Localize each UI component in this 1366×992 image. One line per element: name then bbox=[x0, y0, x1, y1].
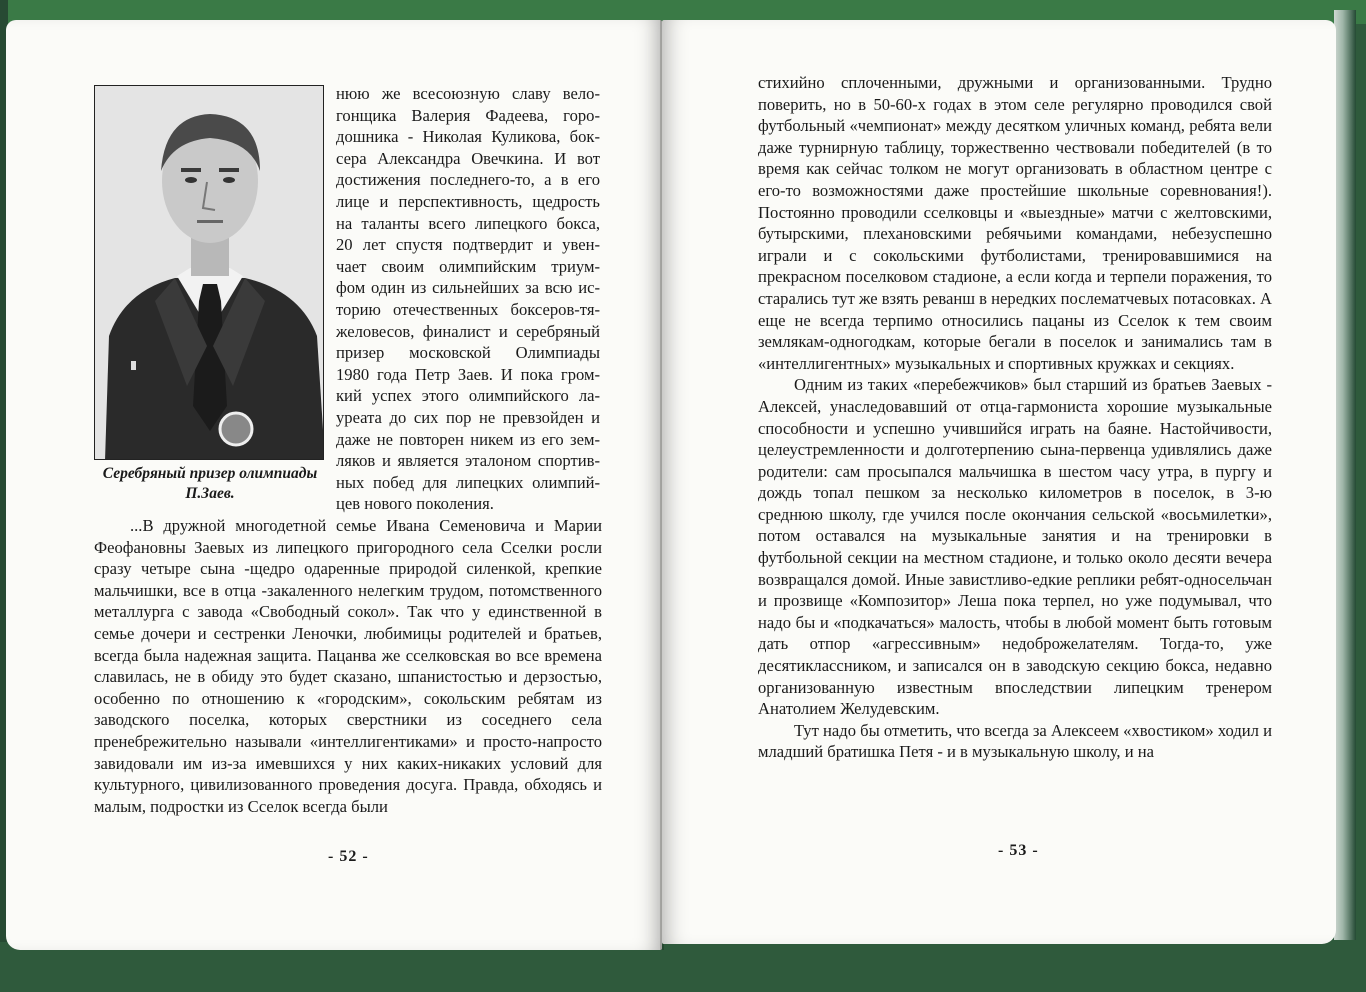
side-column bbox=[336, 83, 600, 515]
caption-line-1: Серебряный призер олимпиады bbox=[102, 465, 318, 482]
side-line: 20 лет спустя подтвердит и увен- bbox=[336, 235, 600, 255]
side-line: дошника - Николая Куликова, бок- bbox=[336, 127, 600, 147]
left-main-text bbox=[94, 515, 602, 817]
book-edge bbox=[1334, 10, 1356, 940]
side-line: чает своим олимпийским триум- bbox=[336, 256, 600, 276]
side-line: нюю же всесоюзную славу вело- bbox=[336, 84, 600, 103]
side-line: призер московской Олимпиады bbox=[336, 343, 600, 363]
side-line: 1980 года Петр Заев. И пока гром- bbox=[336, 364, 600, 384]
side-line: гонщика Валерия Фадеева, горо- bbox=[336, 105, 600, 125]
side-line: уреата до сих пор не превзойден и bbox=[336, 407, 600, 427]
side-line: ных побед для липецких олимпий- bbox=[336, 472, 600, 492]
caption-line-2: П.Заев. bbox=[185, 485, 235, 502]
side-line: лице и перспективность, щедрость bbox=[336, 191, 600, 211]
side-line: ляков и является эталоном спортив- bbox=[336, 451, 600, 471]
paragraph: Одним из таких «перебежчиков» был старший из братьев Заевых - Алексей, унаследовавший от отца-гармониста хорошие музыкальные способности и успешно учившийся играть на баяне. Настойчивости, целеустремленности и долготерпению сына-первенца удивлялись даже родители: сам просыпался мальчишка в шестом часу утра, в пургу и дождь топал пешком за несколько километров в поселок, в 3-ю среднюю школу, где учился после окончания сельской «восьмилетки», потом оставался на музыкальные занятия и на тренировки в футбольной секции на местном стадионе, и только около десяти вечера возвращался домой. Иные завистливо-едкие реплики ребят-односельчан и прозвище «Композитор» Леша пока терпел, но уже подумывал, что надо бы и «подкачаться» малость, чтобы в любой момент быть готовым дать отпор «агрессивным» недоброжелателям. Тогда-то, уже десятиклассником, и записался он в заводскую секцию бокса, недавно организованную известным впоследствии липецким тренером Анатолием Желудевским. bbox=[758, 375, 1272, 719]
side-line: даже не повторен никем из его зем- bbox=[336, 429, 600, 449]
side-line: на таланты всего липецкого бокса, bbox=[336, 213, 600, 233]
side-line: торию отечественных боксеров-тя- bbox=[336, 299, 600, 319]
portrait-photo bbox=[94, 85, 324, 460]
left-page bbox=[6, 20, 662, 950]
right-main-text bbox=[758, 72, 1272, 763]
side-line: желовесов, финалист и серебряный bbox=[336, 321, 600, 341]
page-number: - 53 - bbox=[998, 842, 1039, 859]
right-page bbox=[662, 20, 1336, 944]
side-line: кий успех этого олимпийского ла- bbox=[336, 386, 600, 406]
portrait-illustration bbox=[95, 86, 324, 460]
photo-caption bbox=[90, 464, 330, 504]
paragraph: стихийно сплоченными, дружными и организованными. Трудно поверить, но в 50-60-х годах в этом селе регулярно проводился свой футбольный «чемпионат» между десятком уличных команд, ребята вели даже турнирную таблицу, торжественно чествовали победителей (в то время как сейчас толком не могут организовать в областном центре с его-то возможностями даже простейшие школьные соревнования!). Постоянно проводили сселковцы и «выездные» матчи с желтовскими, бутырскими, плехановскими ребячьими командами, небезуспешно играли и с сокольскими футболистами, тренировавшимися на прекрасном поселковом стадионе, а если когда и терпели поражения, то старались тут же взять реванш в нередких послематчевых потасовках. А еще не всегда терпимо относились пацаны из Сселок к тем своим землякам-одногодкам, которые бегали в поселок и занимались там в «интеллигентных» музыкальных и спортивных кружках и секциях. bbox=[758, 73, 1273, 373]
side-line: сера Александра Овечкина. И вот bbox=[336, 148, 600, 168]
paragraph: ...В дружной многодетной семье Ивана Семеновича и Марии Феофановны Заевых из липецкого пригородного села Сселки росли сразу четыре сына -щедро одаренные природой силенкой, крепкие мальчишки, все в отца -закаленного нелегким трудом, потомственного металлурга с завода «Свободный сокол». Так что у единственной в семье дочери и сестренки Леночки, любимицы родителей и братьев, всегда была надежная защита. Пацанва же сселковская во все времена славилась, не в обиду это будет сказано, шпанистостью и дерзостью, особенно по отношению к «городским», сокольским ребятам из заводского поселка, которых сверстники из соседнего села пренебрежительно называли «интеллигентиками» и просто-напросто завидовали им из-за имевшихся у них каких-никаких условий для культурного, цивилизованного проведения досуга. Правда, обходясь и малым, подростки из Сселок всегда были bbox=[94, 516, 602, 816]
paragraph: Тут надо бы отметить, что всегда за Алексеем «хвостиком» ходил и младший братишка Петя - и в музыкальную школу, и на bbox=[758, 720, 1272, 762]
page-number: - 52 - bbox=[328, 848, 369, 865]
side-line: фом один из сильнейших за всю ис- bbox=[336, 278, 600, 298]
side-line: цев нового поколения. bbox=[336, 494, 494, 514]
side-line: достижения последнего-то, а в его bbox=[336, 170, 600, 190]
